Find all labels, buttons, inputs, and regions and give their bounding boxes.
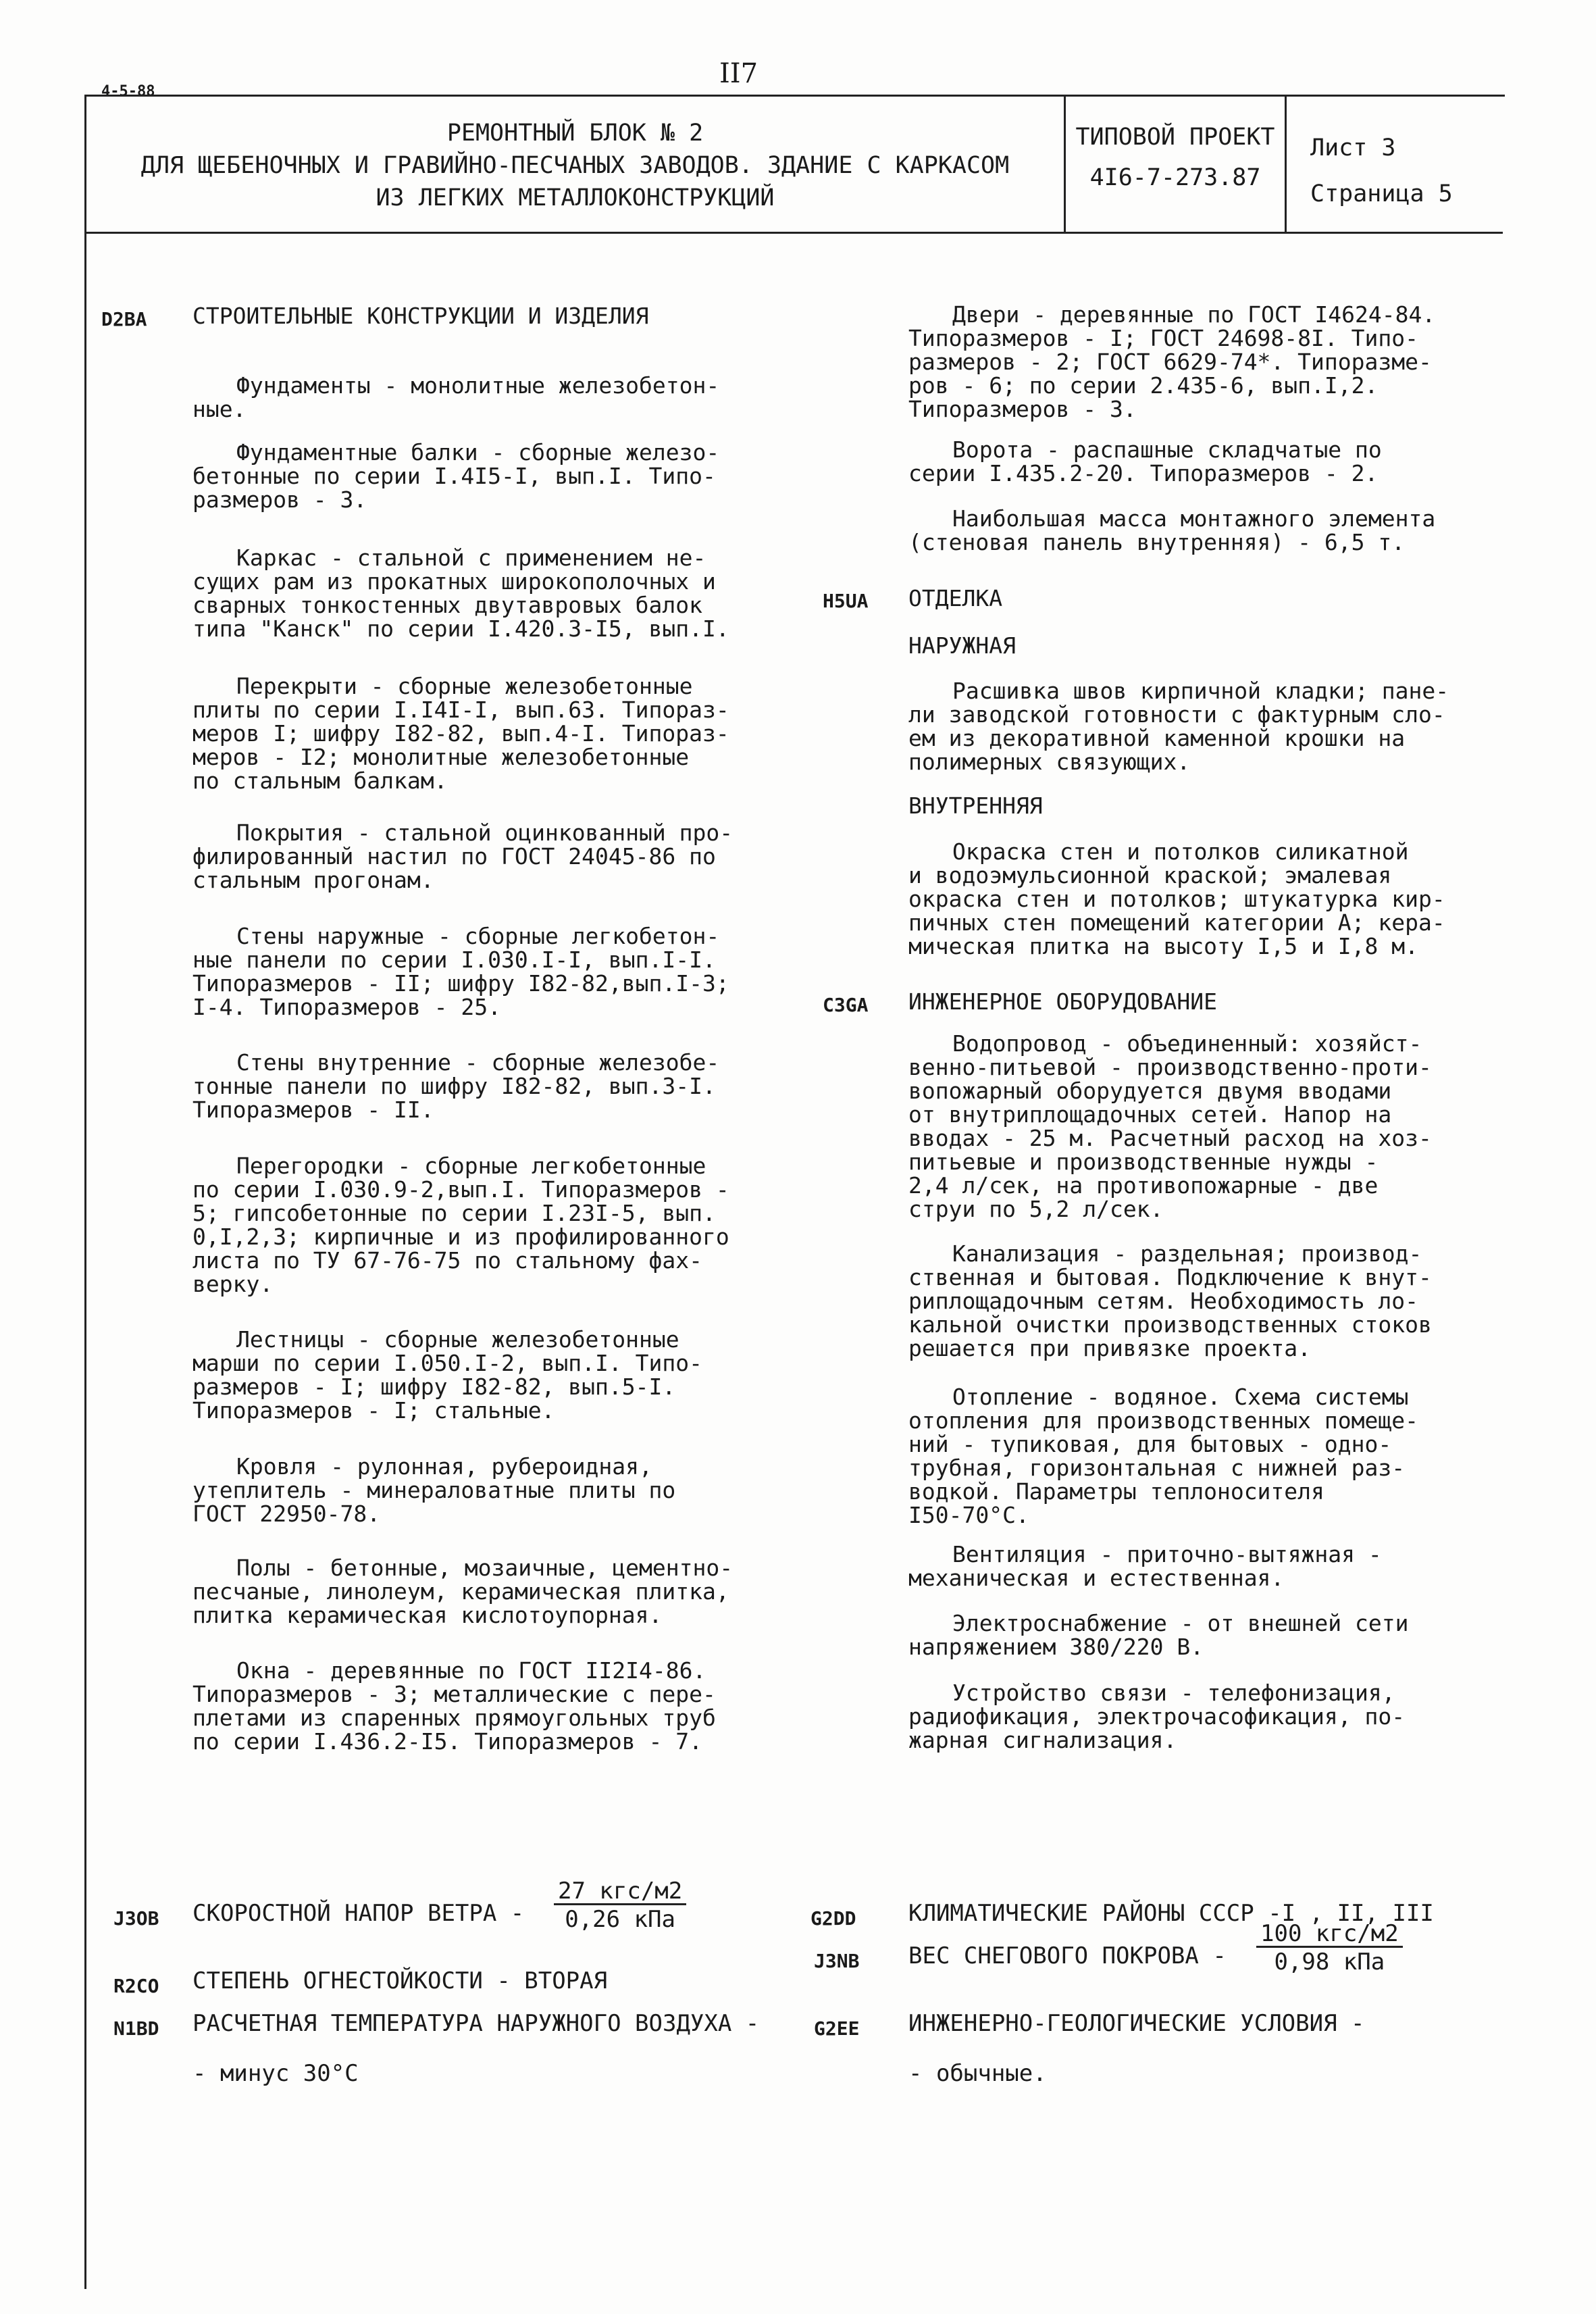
project-label: ТИПОВОЙ ПРОЕКТ bbox=[1075, 124, 1275, 151]
page-label: Страница 5 bbox=[1310, 180, 1453, 207]
document-title bbox=[86, 97, 1066, 234]
climate-regions: КЛИМАТИЧЕСКИЕ РАЙОНЫ СССР -I , II, III bbox=[908, 1900, 1434, 1927]
paragraph-max-mass: Наибольшая масса монтажного элемента (стеновая панель внутренняя) - 6,5 т. bbox=[908, 505, 1436, 555]
finishing-code: H5UA bbox=[823, 590, 869, 612]
wind-label: СКОРОСТНОЙ НАПОР ВЕТРА - bbox=[192, 1900, 525, 1927]
fire-resistance: СТЕПЕНЬ ОГНЕСТОЙКОСТИ - ВТОРАЯ bbox=[192, 1967, 608, 1994]
geology-value: - обычные. bbox=[908, 2060, 1047, 2087]
sheet-cell bbox=[1287, 97, 1503, 234]
wind-value-kgs: 27 кгс/м2 bbox=[554, 1880, 686, 1905]
paragraph-gates: Ворота - распашные складчатые по серии I.435.2-20. Типоразмеров - 2. bbox=[908, 436, 1382, 486]
snow-value-kpa: 0,98 кПа bbox=[1274, 1948, 1385, 1976]
paragraph-communications: Устройство связи - телефонизация, радиофикация, электрочасофикация, по- жарная сигнализация. bbox=[908, 1680, 1406, 1753]
wind-code: J3OB bbox=[113, 1907, 159, 1930]
paragraph-power: Электроснабжение - от внешней сети напряжением 380/220 В. bbox=[908, 1610, 1409, 1660]
paragraph-water-supply: Водопровод - объединенный: хозяйст- венно-питьевой - производственно-проти- вопожарный оборудуется двумя вводами от внутриплощадочных сетей. Напор на вводах - 25 м. Расчетный расход на хоз- питьевые и производственные нужды - 2,4 л/сек, на противопожарные - две струи по 5,2 л/сек. bbox=[908, 1030, 1432, 1222]
wind-value-kpa: 0,26 кПа bbox=[565, 1906, 675, 1933]
paragraph-floors: Перекрыти - сборные железобетонные плиты по серии I.I4I-I, вып.63. Типораз- меров I; шифру I82-82, вып.4-I. Типораз- меров - I2; монолитные железобетонные по стальным балкам. bbox=[192, 673, 729, 794]
climate-code: G2DD bbox=[810, 1907, 856, 1930]
geology-code: G2EE bbox=[814, 2017, 860, 2040]
paragraph-stairs: Лестницы - сборные железобетонные марши по серии I.050.I-2, вып.I. Типо- размеров - I; шифру I82-82, вып.5-I. Типоразмеров - I; стальные. bbox=[192, 1326, 702, 1424]
engineering-code: C3GA bbox=[823, 994, 869, 1016]
snow-value bbox=[1256, 1922, 1403, 1974]
paragraph-foundation-beams: Фундаментные балки - сборные железо- бетонные по серии I.4I5-I, вып.I. Типо- размеров - 3. bbox=[192, 439, 720, 513]
snow-value-kgs: 100 кгс/м2 bbox=[1256, 1922, 1403, 1948]
paragraph-foundations: Фундаменты - монолитные железобетон- ные. bbox=[192, 372, 720, 422]
wind-value bbox=[554, 1880, 686, 1932]
inner-finishing-heading: ВНУТРЕННЯЯ bbox=[908, 793, 1043, 819]
page-number: II7 bbox=[719, 58, 758, 89]
paragraph-floors-finish: Полы - бетонные, мозаичные, цементно- песчаные, линолеум, керамическая плитка, плитка керамическая кислотоупорная. bbox=[192, 1555, 733, 1628]
temperature-label: РАСЧЕТНАЯ ТЕМПЕРАТУРА НАРУЖНОГО ВОЗДУХА - bbox=[192, 2010, 760, 2037]
snow-label: ВЕС СНЕГОВОГО ПОКРОВА - bbox=[908, 1942, 1227, 1969]
paragraph-roof: Кровля - рулонная, рубероидная, утеплитель - минераловатные плиты по ГОСТ 22950-78. bbox=[192, 1453, 676, 1527]
paragraph-outer-walls: Стены наружные - сборные легкобетон- ные панели по серии I.030.I-I, вып.I-I. Типоразмеров - II; шифру I82-82,вып.I-3; I-4. Типоразмеров - 25. bbox=[192, 923, 729, 1020]
geology-label: ИНЖЕНЕРНО-ГЕОЛОГИЧЕСКИЕ УСЛОВИЯ - bbox=[908, 2010, 1365, 2037]
paragraph-frame: Каркас - стальной с применением не- сущих рам из прокатных широкополочных и сварных тонкостенных двутавровых балок типа "Канск" по серии I.420.3-I5, вып.I. bbox=[192, 545, 729, 642]
title-line-2: ДЛЯ ЩЕБЕНОЧНЫХ И ГРАВИЙНО-ПЕСЧАНЫХ ЗАВОДОВ. ЗДАНИЕ С КАРКАСОМ bbox=[140, 152, 1010, 179]
paragraph-roofing: Покрытия - стальной оцинкованный про- филированный настил по ГОСТ 24045-86 по стальным прогонам. bbox=[192, 820, 733, 893]
engineering-heading: ИНЖЕНЕРНОЕ ОБОРУДОВАНИЕ bbox=[908, 988, 1217, 1015]
fire-code: R2CO bbox=[113, 1975, 159, 1997]
snow-code: J3NB bbox=[814, 1950, 860, 1972]
title-line-3: ИЗ ЛЕГКИХ МЕТАЛЛОКОНСТРУКЦИЙ bbox=[376, 184, 775, 211]
project-cell bbox=[1066, 97, 1287, 234]
paragraph-heating: Отопление - водяное. Схема системы отопления для производственных помеще- ний - тупиковая, для бытовых - одно- трубная, горизонтальная с нижней раз- водкой. Параметры теплоносителя I50-70°С. bbox=[908, 1384, 1418, 1528]
sheet-number: Лист 3 bbox=[1310, 134, 1396, 161]
paragraph-partitions: Перегородки - сборные легкобетонные по серии I.030.9-2,вып.I. Типоразмеров - 5; гипсобетонные по серии I.23I-5, вып. 0,I,2,3; кирпичные и из профилированного листа по ТУ 67-76-75 по стальному фах- верку. bbox=[192, 1153, 729, 1297]
paragraph-inner-walls: Стены внутренние - сборные железобе- тонные панели по шифру I82-82, вып.3-I. Типоразмеров - II. bbox=[192, 1049, 720, 1123]
corner-code: 4-5-88 bbox=[101, 83, 155, 100]
paragraph-doors: Двери - деревянные по ГОСТ I4624-84. Типоразмеров - I; ГОСТ 24698-8I. Типо- размеров - 2; ГОСТ 6629-74*. Типоразме- ров - 6; по серии 2.435-6, вып.I,2. Типоразмеров - 3. bbox=[908, 301, 1436, 422]
paragraph-inner-finishing: Окраска стен и потолков силикатной и водоэмульсионной краской; эмалевая окраска стен и потолков; штукатурка кир- пичных стен помещений категории А; кера- мическая плитка на высоту I,5 и I,8 м. bbox=[908, 838, 1445, 959]
paragraph-outer-finishing: Расшивка швов кирпичной кладки; пане- ли заводской готовности с фактурным сло- ем из декоративной каменной крошки на полимерных связующих. bbox=[908, 678, 1449, 775]
project-number: 4I6-7-273.87 bbox=[1089, 164, 1261, 191]
paragraph-sewerage: Канализация - раздельная; производ- ственная и бытовая. Подключение к внут- риплощадочным сетям. Необходимость ло- кальной очистки производственных стоков решается при привязке проекта. bbox=[908, 1240, 1432, 1361]
paragraph-windows: Окна - деревянные по ГОСТ II2I4-86. Типоразмеров - 3; металлические с пере- плетами из спаренных прямоугольных труб по серии I.436.2-I5. Типоразмеров - 7. bbox=[192, 1657, 716, 1755]
section-heading: СТРОИТЕЛЬНЫЕ КОНСТРУКЦИИ И ИЗДЕЛИЯ bbox=[192, 303, 649, 329]
outer-finishing-heading: НАРУЖНАЯ bbox=[908, 632, 1016, 659]
paragraph-ventilation: Вентиляция - приточно-вытяжная - механическая и естественная. bbox=[908, 1541, 1382, 1591]
temperature-code: N1BD bbox=[113, 2017, 159, 2040]
section-code: D2BA bbox=[101, 308, 147, 330]
finishing-heading: ОТДЕЛКА bbox=[908, 585, 1003, 611]
temperature-value: - минус 30°С bbox=[192, 2060, 359, 2087]
title-line-1: РЕМОНТНЫЙ БЛОК № 2 bbox=[446, 120, 704, 147]
